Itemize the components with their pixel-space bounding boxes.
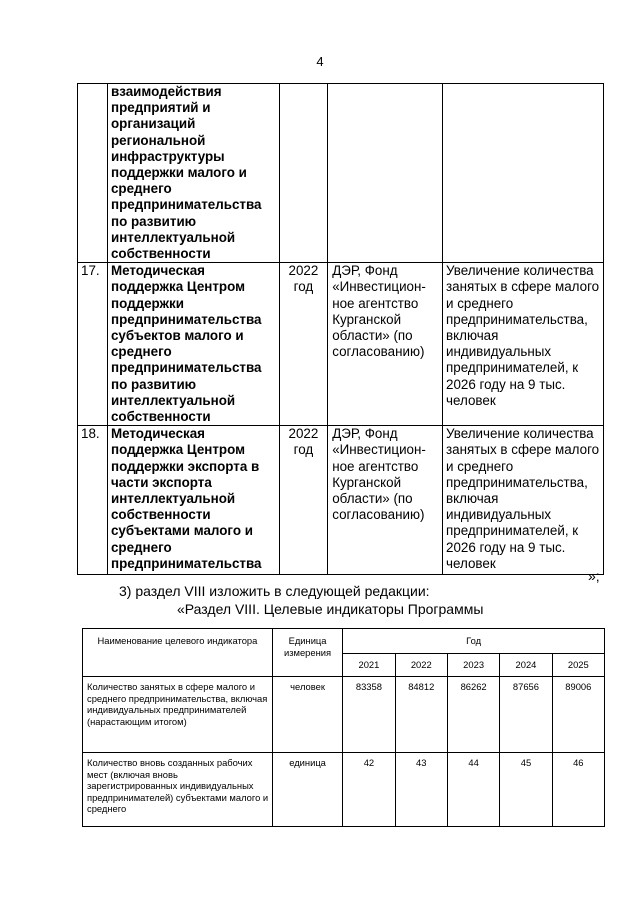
- header-year: 2025: [552, 654, 604, 677]
- indicator-value: 46: [552, 753, 604, 827]
- measure-executor: ДЭР, Фонд «Инвестицион-ное агентство Курганской области» (по согласованию): [328, 426, 443, 575]
- section-intro: 3) раздел VIII изложить в следующей редакции:: [119, 583, 430, 599]
- table-row: [78, 263, 604, 426]
- indicator-value: 43: [395, 753, 447, 827]
- header-year: 2022: [395, 654, 447, 677]
- measure-name: взаимодействия предприятий и организаций региональной инфраструктуры поддержки малого и среднего предпринимательства по развитию интеллектуальной собственности: [107, 84, 279, 263]
- table-row: [83, 677, 605, 753]
- section-title: «Раздел VIII. Целевые индикаторы Программы: [177, 601, 484, 617]
- measure-name: Методическая поддержка Центром поддержки предпринимательства субъектов малого и среднего предпринимательства по развитию интеллектуальной собственности: [107, 263, 279, 426]
- measure-number: [78, 84, 108, 263]
- measure-number: 18.: [78, 426, 108, 575]
- measure-name: Методическая поддержка Центром поддержки экспорта в части экспорта интеллектуальной собственности субъектами малого и среднего предпринимательства: [107, 426, 279, 575]
- header-year: 2021: [343, 654, 395, 677]
- indicator-unit: единица: [272, 753, 342, 827]
- closing-quote-mark: »;: [588, 568, 600, 584]
- indicator-value: 45: [500, 753, 552, 827]
- measure-result: Увеличение количества занятых в сфере малого и среднего предпринимательства, включая индивидуальных предпринимателей, к 2026 году на 9 тыс. человек: [443, 426, 604, 575]
- indicator-value: 83358: [343, 677, 395, 753]
- header-unit: Единица измерения: [272, 629, 342, 677]
- measure-number: 17.: [78, 263, 108, 426]
- measure-year: 2022 год: [279, 426, 328, 575]
- measure-executor: ДЭР, Фонд «Инвестицион-ное агентство Курганской области» (по согласованию): [328, 263, 443, 426]
- indicator-value: 87656: [500, 677, 552, 753]
- indicator-name: Количество вновь созданных рабочих мест (включая вновь зарегистрированных индивидуальных предпринимателей) субъектами малого и среднего: [83, 753, 273, 827]
- measure-result: Увеличение количества занятых в сфере малого и среднего предпринимательства, включая индивидуальных предпринимателей, к 2026 году на 9 тыс. человек: [443, 263, 604, 426]
- table-row: [78, 84, 604, 263]
- indicator-value: 42: [343, 753, 395, 827]
- indicators-table: [82, 628, 605, 827]
- measure-year: [279, 84, 328, 263]
- measure-year: 2022 год: [279, 263, 328, 426]
- indicator-value: 84812: [395, 677, 447, 753]
- indicator-unit: человек: [272, 677, 342, 753]
- header-indicator: Наименование целевого индикатора: [83, 629, 273, 677]
- indicator-value: 44: [447, 753, 499, 827]
- indicator-value: 86262: [447, 677, 499, 753]
- indicator-value: 89006: [552, 677, 604, 753]
- header-year: 2023: [447, 654, 499, 677]
- table-row: [78, 426, 604, 575]
- measure-executor: [328, 84, 443, 263]
- header-year-group: Год: [343, 629, 605, 654]
- table-row: [83, 753, 605, 827]
- page-number: 4: [316, 54, 324, 69]
- indicator-name: Количество занятых в сфере малого и среднего предпринимательства, включая индивидуальных предпринимателей (нарастающим итогом): [83, 677, 273, 753]
- header-year: 2024: [500, 654, 552, 677]
- measures-table: [77, 83, 604, 575]
- measure-result: [443, 84, 604, 263]
- header-row: [83, 629, 605, 654]
